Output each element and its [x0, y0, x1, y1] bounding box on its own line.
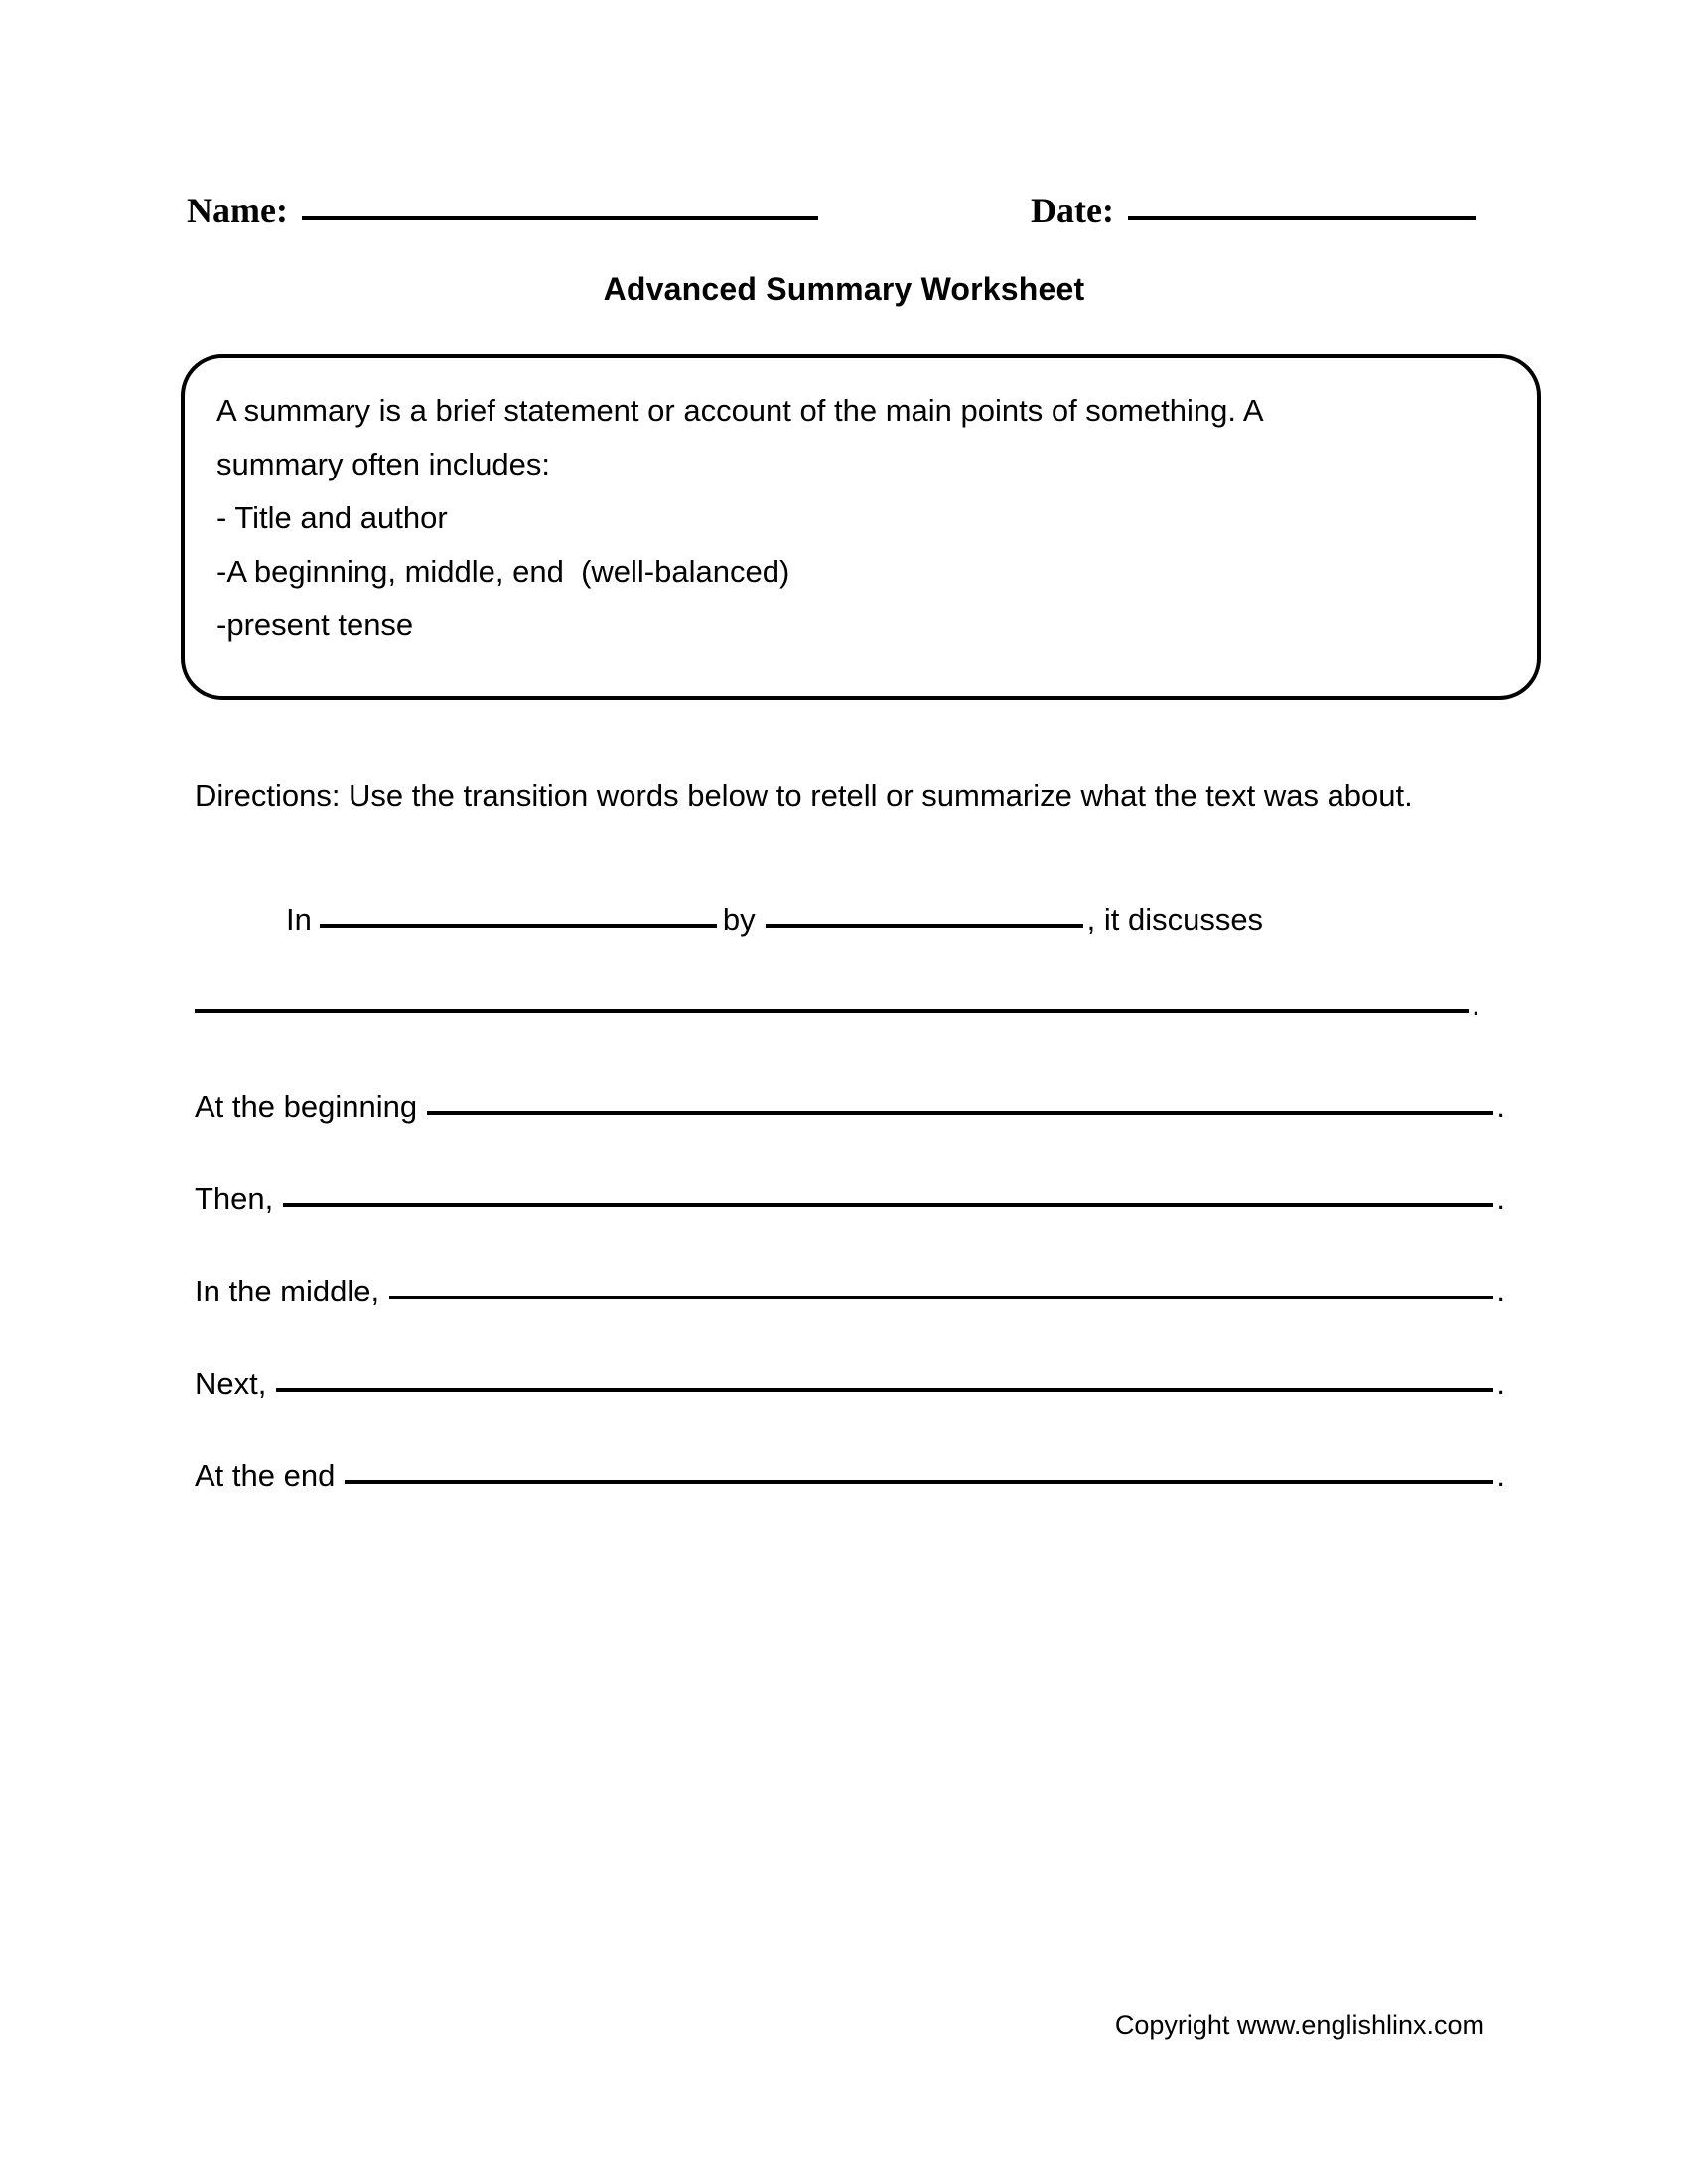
title-blank[interactable]	[320, 924, 717, 928]
prompt-period: .	[1496, 1274, 1505, 1308]
summary-definition-box	[181, 354, 1541, 700]
prompt-row	[195, 1454, 1505, 1498]
info-line: -present tense	[216, 608, 414, 642]
prompt-row	[195, 1177, 1505, 1221]
prompt-blank[interactable]	[345, 1480, 1493, 1484]
date-field-group	[1031, 191, 1476, 230]
date-write-line[interactable]	[1128, 216, 1476, 220]
prompt-row	[195, 1085, 1505, 1129]
directions-text: Directions: Use the transition words below to retell or summarize what the text was about.	[195, 778, 1413, 813]
sentence-starter-row	[195, 898, 1495, 942]
prompt-period: .	[1496, 1181, 1505, 1216]
discusses-continuation-row	[195, 983, 1495, 1026]
author-blank[interactable]	[766, 924, 1083, 928]
prompt-label: Next,	[195, 1366, 267, 1401]
by-label: by	[722, 902, 756, 937]
prompt-period: .	[1496, 1089, 1505, 1124]
page-title: Advanced Summary Worksheet	[603, 271, 1085, 307]
prompt-row	[195, 1362, 1505, 1406]
continuation-period: .	[1472, 987, 1480, 1022]
summary-definition-content	[216, 384, 1497, 652]
date-label: Date:	[1031, 191, 1114, 230]
it-discusses-label: , it discusses	[1086, 902, 1264, 937]
prompt-blank[interactable]	[427, 1111, 1493, 1115]
prompt-blank[interactable]	[283, 1203, 1493, 1207]
prompt-label: At the end	[195, 1458, 336, 1493]
info-line: A summary is a brief statement or account of the main points of something. A	[216, 393, 1264, 428]
info-line: summary often includes:	[216, 447, 550, 481]
copyright-footer: Copyright www.englishlinx.com	[1114, 2010, 1484, 2040]
prompt-period: .	[1496, 1458, 1505, 1493]
prompt-blank[interactable]	[389, 1296, 1493, 1299]
name-label: Name:	[187, 191, 288, 230]
prompt-label: At the beginning	[195, 1089, 418, 1124]
prompt-label: Then,	[195, 1181, 274, 1216]
name-write-line[interactable]	[302, 216, 818, 220]
discusses-blank[interactable]	[195, 1009, 1469, 1013]
prompt-label: In the middle,	[195, 1274, 380, 1308]
info-line: - Title and author	[216, 500, 448, 535]
info-line: -A beginning, middle, end (well-balanced)	[216, 554, 790, 589]
header-row	[187, 191, 1487, 248]
prompt-period: .	[1496, 1366, 1505, 1401]
in-label: In	[286, 902, 312, 937]
prompt-blank[interactable]	[276, 1388, 1493, 1392]
prompt-row	[195, 1270, 1505, 1313]
name-field-group	[187, 191, 818, 230]
